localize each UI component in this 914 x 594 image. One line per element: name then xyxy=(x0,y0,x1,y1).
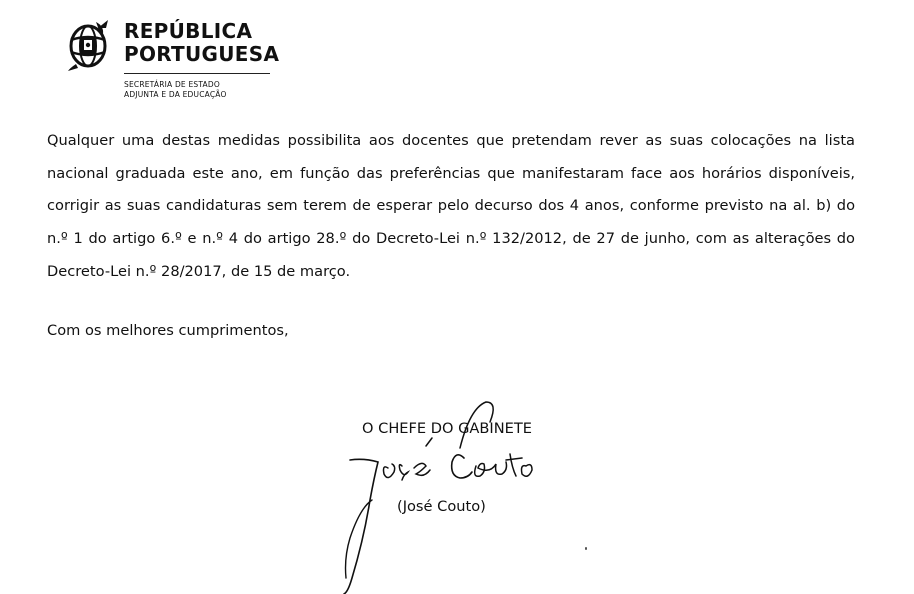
scan-speck xyxy=(585,547,587,550)
letterhead-divider xyxy=(124,73,270,74)
closing-salutation: Com os melhores cumprimentos, xyxy=(47,322,289,339)
coat-of-arms-icon xyxy=(66,16,114,72)
department-name xyxy=(124,80,227,100)
signatory-printed-name: (José Couto) xyxy=(397,498,486,515)
country-line-2: PORTUGUESA xyxy=(124,42,280,66)
signatory-role: O CHEFE DO GABINETE xyxy=(362,420,533,437)
body-paragraph: Qualquer uma destas medidas possibilita aos docentes que pretendam rever as suas colocações na lista nacional graduada este ano, em função das preferências que manifestaram face aos horários disponíveis, corrigir as suas candidaturas sem terem de esperar pelo decurso dos 4 anos, conforme previsto na al. b) do n.º 1 do artigo 6.º e n.º 4 do artigo 28.º do Decreto-Lei n.º 132/2012, de 27 de junho, com as alterações do Decreto-Lei n.º 28/2017, de 15 de março. xyxy=(47,132,855,280)
department-line-2: ADJUNTA E DA EDUCAÇÃO xyxy=(124,90,227,99)
letter-body xyxy=(47,125,855,289)
country-line-1: REPÚBLICA xyxy=(124,19,253,43)
republic-title xyxy=(124,20,279,66)
handwritten-signature xyxy=(330,388,550,594)
department-line-1: SECRETÁRIA DE ESTADO xyxy=(124,80,220,89)
letterhead xyxy=(66,14,306,114)
